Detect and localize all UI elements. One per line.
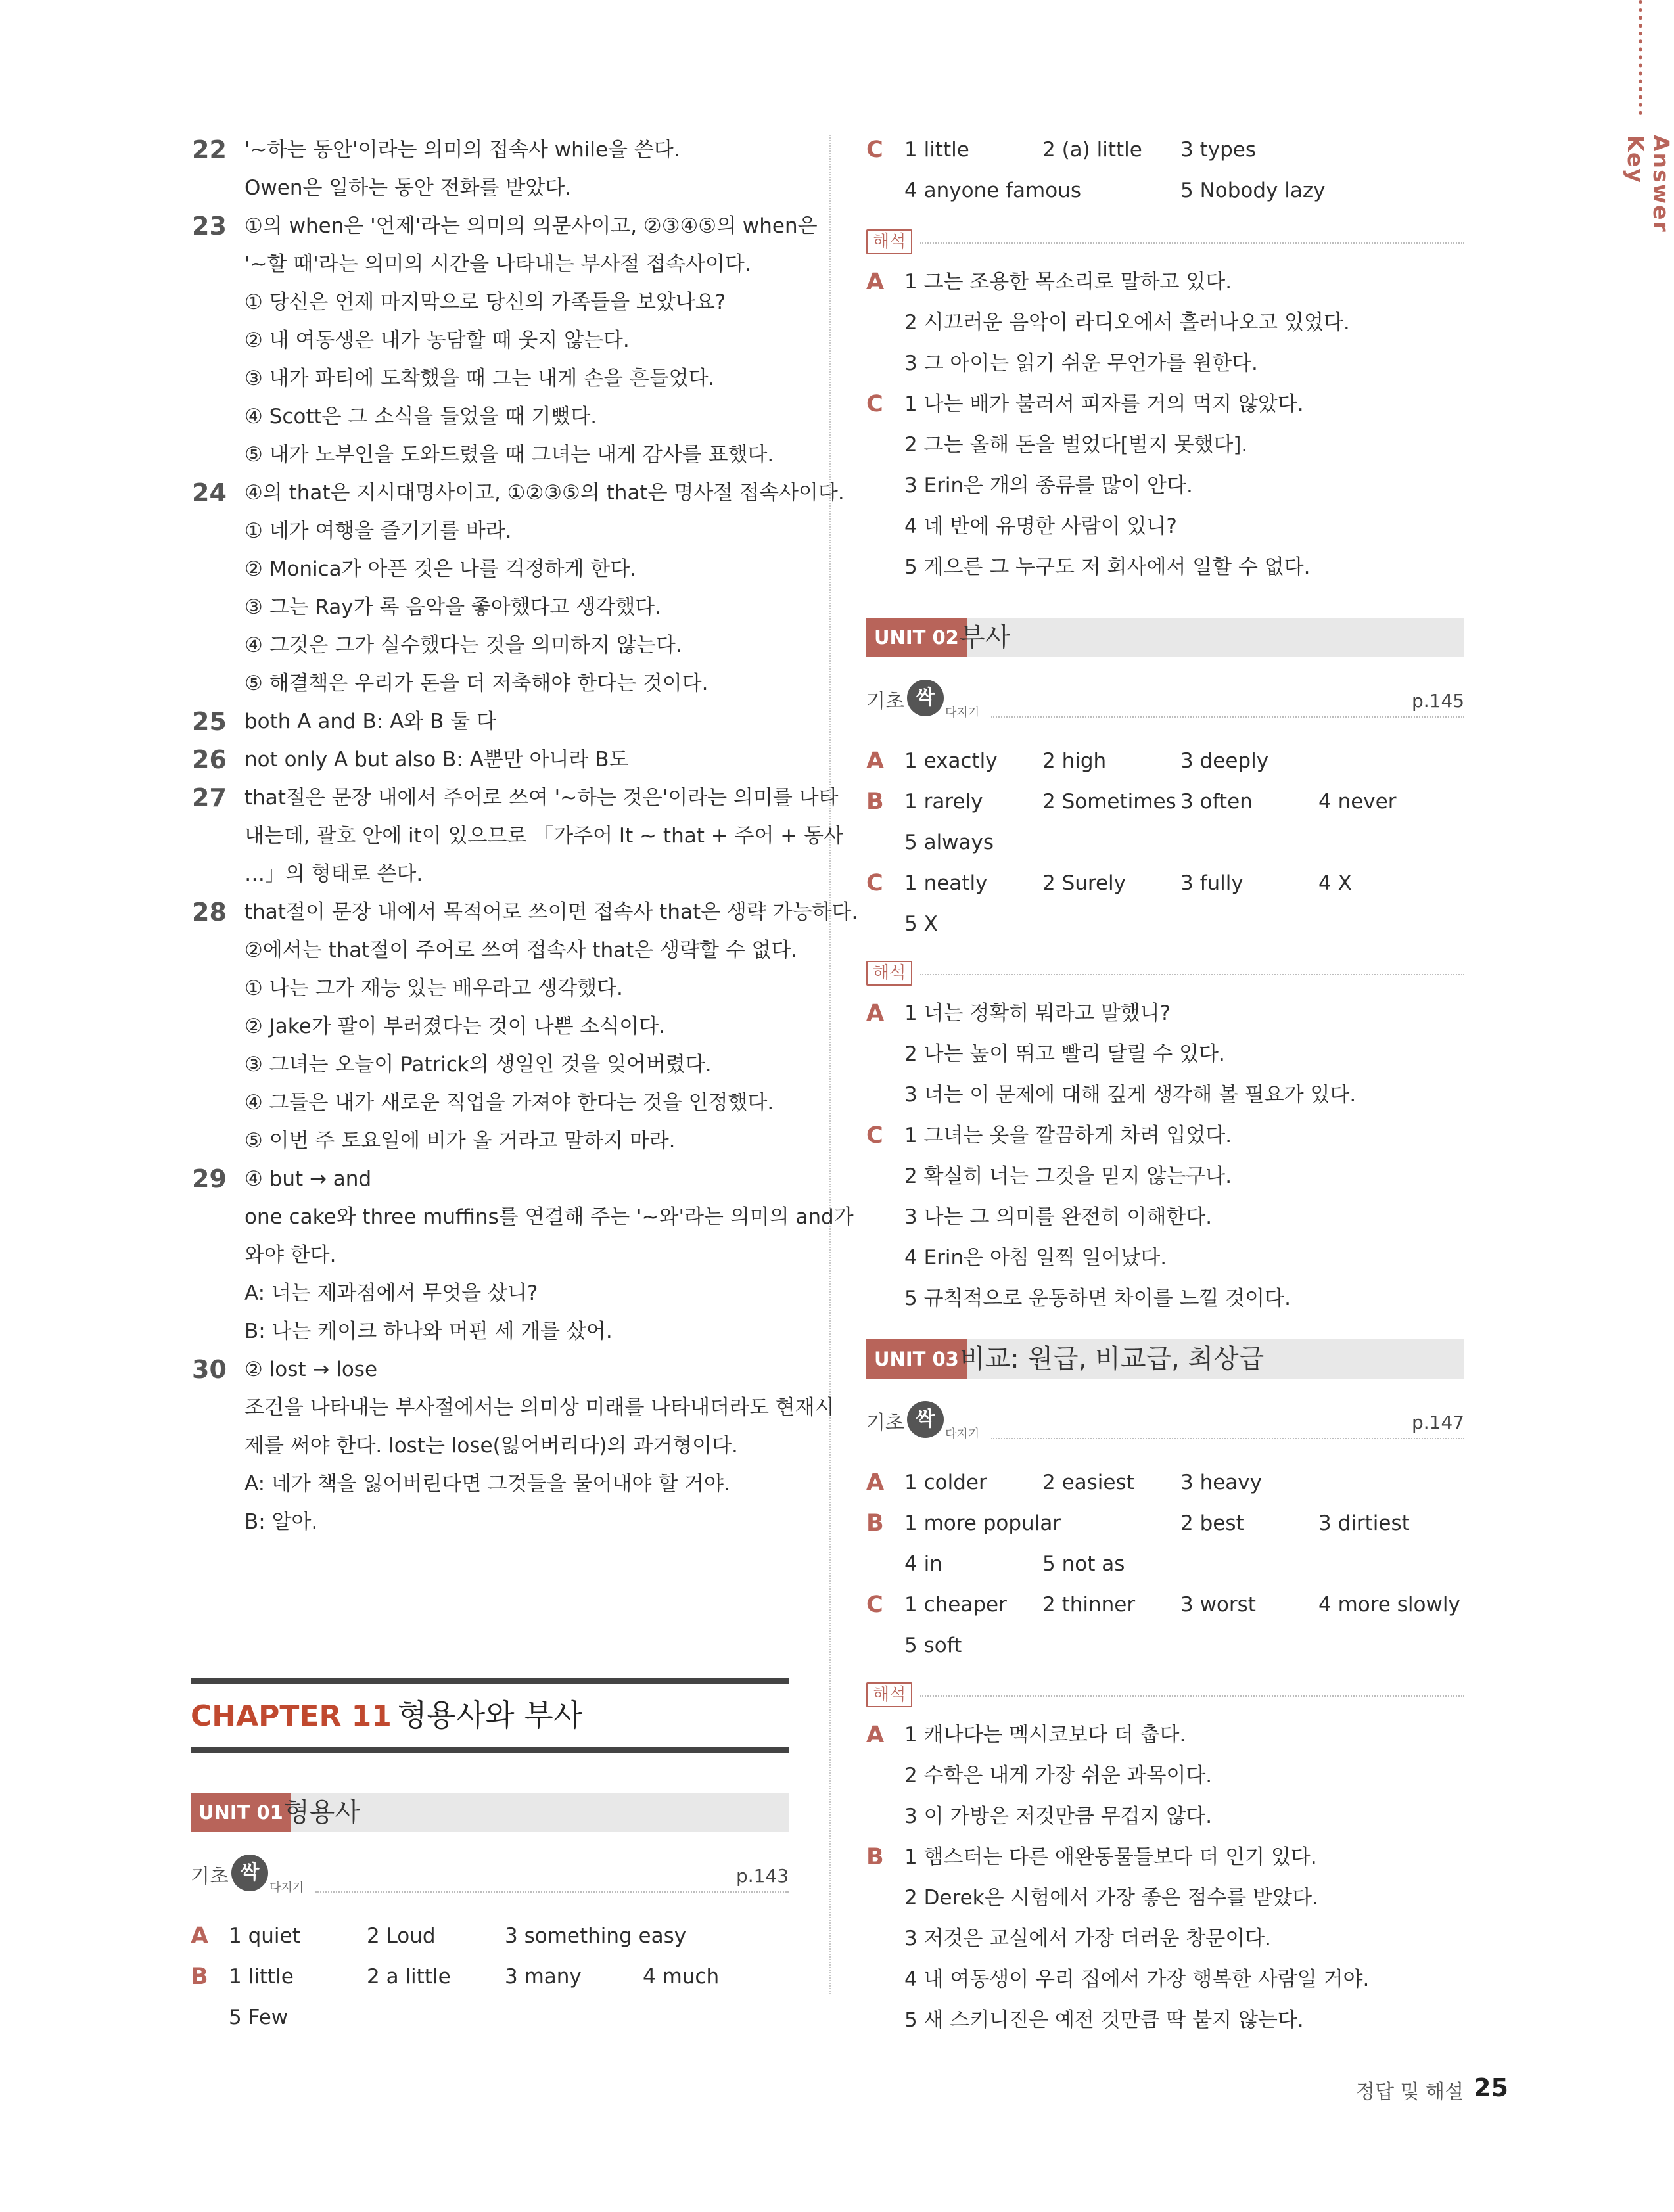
haesuk-line: 3 그 아이는 읽기 쉬운 무언가를 원한다. (904, 352, 1258, 375)
answer-group-label: B (866, 789, 884, 815)
haesuk-group-label: B (866, 1844, 884, 1870)
answer-cell: 3 fully (1180, 871, 1244, 895)
haesuk-line: 5 규칙적으로 운동하면 차이를 느낄 것이다. (904, 1287, 1291, 1310)
column-divider (829, 135, 831, 1994)
haesuk-line: 1 너는 정확히 뭐라고 말했니? (904, 1002, 1171, 1025)
unit-label: UNIT 01 (191, 1793, 291, 1832)
haesuk-line: 1 햄스터는 다른 애완동물들보다 더 인기 있다. (904, 1845, 1317, 1869)
unit-title: 부사 (960, 622, 1011, 653)
answer-cell: 2 Surely (1042, 871, 1126, 895)
answer-key-label: Answer Key (1623, 135, 1674, 233)
ssak-sub-label: 다지기 (269, 1881, 304, 1895)
answer-line: B: 나는 케이크 하나와 머핀 세 개를 샀어. (244, 1320, 613, 1343)
answer-cell: 5 Nobody lazy (1180, 179, 1326, 202)
answer-key-tab (1621, 0, 1674, 289)
haesuk-line: 3 Erin은 개의 종류를 많이 안다. (904, 474, 1193, 497)
unit-title: 형용사 (284, 1797, 360, 1828)
answer-line: ② Jake가 팔이 부러졌다는 것이 나쁜 소식이다. (244, 1015, 665, 1038)
answer-line: ② Monica가 아픈 것은 나를 걱정하게 한다. (244, 557, 637, 581)
haesuk-line: 1 그는 조용한 목소리로 말하고 있다. (904, 270, 1232, 294)
answer-cell: 2 best (1180, 1511, 1244, 1535)
answer-cell: 5 always (904, 831, 994, 854)
chapter-bottom-rule (191, 1747, 789, 1753)
answer-line: B: 알아. (244, 1510, 318, 1534)
answer-cell: 4 X (1318, 871, 1352, 895)
answer-line: 와야 한다. (244, 1243, 337, 1267)
answer-cell: 3 dirtiest (1318, 1511, 1410, 1535)
question-number: 22 (192, 135, 227, 164)
tab-dots (1639, 0, 1646, 115)
answer-line: ②에서는 that절이 주어로 쓰여 접속사 that은 생략할 수 없다. (244, 938, 798, 962)
answer-cell: 1 little (229, 1965, 294, 1989)
question-number: 29 (192, 1164, 227, 1193)
haesuk-line: 3 너는 이 문제에 대해 깊게 생각해 볼 필요가 있다. (904, 1083, 1357, 1107)
haesuk-divider (920, 974, 1464, 975)
answer-line: ② 내 여동생은 내가 농담할 때 웃지 않는다. (244, 329, 630, 352)
answer-line: ① 네가 여행을 즐기기를 바라. (244, 519, 512, 543)
haesuk-group-label: A (866, 1722, 885, 1748)
answer-line: not only A but also B: A뿐만 아니라 B도 (244, 748, 629, 772)
answer-line: ⑤ 내가 노부인을 도와드렸을 때 그녀는 내게 감사를 표했다. (244, 443, 774, 467)
question-number: 26 (192, 745, 227, 774)
haesuk-group-label: C (866, 391, 883, 417)
ssak-badge: 싹 (231, 1855, 268, 1891)
page-reference: p.145 (1412, 690, 1465, 712)
unit-header-bar (866, 1339, 1464, 1379)
question-number: 23 (192, 212, 227, 241)
answer-cell: 1 exactly (904, 749, 998, 773)
haesuk-group-label: A (866, 269, 885, 295)
answer-cell: 2 high (1042, 749, 1107, 773)
answer-line: ① 당신은 언제 마지막으로 당신의 가족들을 보았나요? (244, 290, 726, 314)
page-number: 25 (1474, 2073, 1508, 2102)
gicho-divider (991, 1438, 1464, 1439)
answer-line: both A and B: A와 B 둘 다 (244, 710, 496, 733)
haesuk-tag: 해석 (866, 1682, 912, 1707)
haesuk-line: 2 그는 올해 돈을 벌었다[벌지 못했다]. (904, 433, 1248, 457)
ssak-badge: 싹 (907, 680, 944, 716)
answer-line: ④의 that은 지시대명사이고, ①②③⑤의 that은 명사절 접속사이다. (244, 481, 845, 505)
haesuk-line: 1 나는 배가 불러서 피자를 거의 먹지 않았다. (904, 392, 1304, 416)
page-reference: p.143 (736, 1865, 789, 1887)
answer-group-label: A (866, 1469, 885, 1496)
answer-line: 제를 써야 한다. lost는 lose(잃어버리다)의 과거형이다. (244, 1434, 738, 1458)
haesuk-line: 1 캐나다는 멕시코보다 더 춥다. (904, 1723, 1186, 1747)
haesuk-line: 1 그녀는 옷을 깔끔하게 차려 입었다. (904, 1124, 1232, 1147)
answer-cell: 3 something easy (505, 1924, 687, 1948)
gicho-label: 기초 (866, 1412, 904, 1435)
haesuk-line: 3 나는 그 의미를 완전히 이해한다. (904, 1205, 1213, 1229)
haesuk-tag: 해석 (866, 229, 912, 254)
answer-line: …」의 형태로 쓴다. (244, 862, 423, 886)
answer-line: ② lost → lose (244, 1358, 378, 1381)
answer-line: ⑤ 이번 주 토요일에 비가 올 거라고 말하지 마라. (244, 1129, 676, 1153)
ssak-sub-label: 다지기 (945, 706, 980, 720)
answer-group-label: C (866, 137, 883, 163)
answer-line: ① 나는 그가 재능 있는 배우라고 생각했다. (244, 977, 623, 1000)
answer-line: one cake와 three muffins를 연결해 주는 '~와'라는 의미의 and가 (244, 1205, 854, 1229)
answer-group-label: A (191, 1923, 209, 1949)
answer-cell: 1 quiet (229, 1924, 300, 1948)
page-reference: p.147 (1412, 1412, 1465, 1433)
answer-cell: 3 many (505, 1965, 582, 1989)
answer-group-label: A (866, 748, 885, 774)
haesuk-line: 4 내 여동생이 우리 집에서 가장 행복한 사람일 거야. (904, 1968, 1370, 1991)
haesuk-line: 3 저것은 교실에서 가장 더러운 창문이다. (904, 1927, 1271, 1950)
unit-label: UNIT 02 (866, 618, 967, 657)
answer-line: ③ 그는 Ray가 록 음악을 좋아했다고 생각했다. (244, 595, 662, 619)
unit-label: UNIT 03 (866, 1339, 967, 1379)
answer-cell: 4 anyone famous (904, 179, 1081, 202)
answer-line: 조건을 나타내는 부사절에서는 의미상 미래를 나타내더라도 현재시 (244, 1396, 835, 1419)
answer-cell: 4 much (643, 1965, 720, 1989)
chapter-title: 형용사와 부사 (398, 1697, 583, 1733)
answer-cell: 1 cheaper (904, 1593, 1007, 1617)
haesuk-line: 5 새 스키니진은 예전 것만큼 딱 붙지 않는다. (904, 2008, 1304, 2032)
answer-line: '~할 때'라는 의미의 시간을 나타내는 부사절 접속사이다. (244, 252, 751, 276)
answer-cell: 1 more popular (904, 1511, 1061, 1535)
answer-cell: 5 not as (1042, 1552, 1125, 1576)
answer-line: ④ 그들은 내가 새로운 직업을 가져야 한다는 것을 인정했다. (244, 1091, 774, 1115)
answer-line: 내는데, 괄호 안에 it이 있으므로 「가주어 It ~ that + 주어 + 동사 (244, 824, 844, 848)
ssak-sub-label: 다지기 (945, 1427, 980, 1441)
ssak-badge: 싹 (907, 1401, 944, 1438)
answer-cell: 4 more slowly (1318, 1593, 1460, 1617)
gicho-label: 기초 (866, 690, 904, 713)
haesuk-tag: 해석 (866, 961, 912, 986)
haesuk-group-label: C (866, 1122, 883, 1149)
answer-cell: 1 colder (904, 1471, 987, 1494)
chapter-label: CHAPTER 11 (191, 1699, 392, 1733)
haesuk-divider (920, 242, 1464, 244)
answer-group-label: B (191, 1964, 208, 1990)
answer-line: ①의 when은 '언제'라는 의미의 의문사이고, ②③④⑤의 when은 (244, 214, 818, 238)
answer-cell: 5 soft (904, 1634, 962, 1657)
answer-cell: 3 types (1180, 138, 1256, 162)
gicho-divider (315, 1891, 789, 1893)
haesuk-line: 3 이 가방은 저것만큼 무겁지 않다. (904, 1805, 1213, 1828)
answer-cell: 2 Sometimes (1042, 790, 1176, 814)
answer-cell: 3 often (1180, 790, 1253, 814)
answer-line: ④ 그것은 그가 실수했다는 것을 의미하지 않는다. (244, 634, 682, 657)
answer-cell: 1 rarely (904, 790, 983, 814)
answer-line: ⑤ 해결책은 우리가 돈을 더 저축해야 한다는 것이다. (244, 672, 709, 695)
question-number: 28 (192, 898, 227, 927)
answer-cell: 3 heavy (1180, 1471, 1262, 1494)
answer-group-label: C (866, 1592, 883, 1618)
answer-cell: 5 Few (229, 2006, 289, 2029)
answer-cell: 1 little (904, 138, 969, 162)
question-number: 24 (192, 478, 227, 507)
question-number: 27 (192, 783, 227, 812)
haesuk-line: 4 Erin은 아침 일찍 일어났다. (904, 1246, 1167, 1270)
haesuk-line: 2 확실히 너는 그것을 믿지 않는구나. (904, 1164, 1232, 1188)
answer-cell: 1 neatly (904, 871, 988, 895)
answer-cell: 2 thinner (1042, 1593, 1136, 1617)
haesuk-divider (920, 1695, 1464, 1697)
unit-header-bar (191, 1793, 789, 1832)
haesuk-group-label: A (866, 1000, 885, 1026)
answer-cell: 3 deeply (1180, 749, 1269, 773)
unit-header-bar (866, 618, 1464, 657)
answer-line: that절은 문장 내에서 주어로 쓰여 '~하는 것은'이라는 의미를 나타 (244, 786, 839, 810)
gicho-divider (991, 716, 1464, 718)
answer-line: ④ but → and (244, 1167, 372, 1191)
chapter-top-rule (191, 1678, 789, 1684)
haesuk-line: 4 네 반에 유명한 사람이 있니? (904, 515, 1177, 538)
haesuk-line: 2 나는 높이 뛰고 빨리 달릴 수 있다. (904, 1042, 1225, 1066)
answer-line: A: 네가 책을 잃어버린다면 그것들을 물어내야 할 거야. (244, 1472, 730, 1496)
footer-text: 정답 및 해설 (1356, 2081, 1464, 2104)
answer-cell: 3 worst (1180, 1593, 1256, 1617)
answer-cell: 2 Loud (367, 1924, 436, 1948)
answer-line: Owen은 일하는 동안 전화를 받았다. (244, 176, 572, 200)
answer-line: '~하는 동안'이라는 의미의 접속사 while을 쓴다. (244, 138, 680, 162)
question-number: 30 (192, 1355, 227, 1384)
unit-title: 비교: 원급, 비교급, 최상급 (960, 1344, 1265, 1374)
haesuk-line: 5 게으른 그 누구도 저 회사에서 일할 수 없다. (904, 555, 1311, 579)
question-number: 25 (192, 707, 227, 736)
haesuk-line: 2 수학은 내게 가장 쉬운 과목이다. (904, 1764, 1213, 1787)
answer-line: ④ Scott은 그 소식을 들었을 때 기뻤다. (244, 405, 597, 428)
haesuk-line: 2 시끄러운 음악이 라디오에서 흘러나오고 있었다. (904, 311, 1350, 334)
haesuk-line: 2 Derek은 시험에서 가장 좋은 점수를 받았다. (904, 1886, 1318, 1910)
answer-line: ③ 내가 파티에 도착했을 때 그는 내게 손을 흔들었다. (244, 367, 715, 390)
answer-group-label: C (866, 870, 883, 896)
answer-line: A: 너는 제과점에서 무엇을 샀니? (244, 1281, 538, 1305)
answer-cell: 2 (a) little (1042, 138, 1142, 162)
answer-cell: 4 in (904, 1552, 942, 1576)
gicho-label: 기초 (191, 1865, 229, 1888)
answer-group-label: B (866, 1510, 884, 1536)
answer-cell: 2 a little (367, 1965, 451, 1989)
answer-line: ③ 그녀는 오늘이 Patrick의 생일인 것을 잊어버렸다. (244, 1053, 712, 1076)
answer-cell: 5 X (904, 912, 938, 936)
answer-cell: 2 easiest (1042, 1471, 1134, 1494)
answer-line: that절이 문장 내에서 목적어로 쓰이면 접속사 that은 생략 가능하다. (244, 900, 858, 924)
answer-cell: 4 never (1318, 790, 1397, 814)
